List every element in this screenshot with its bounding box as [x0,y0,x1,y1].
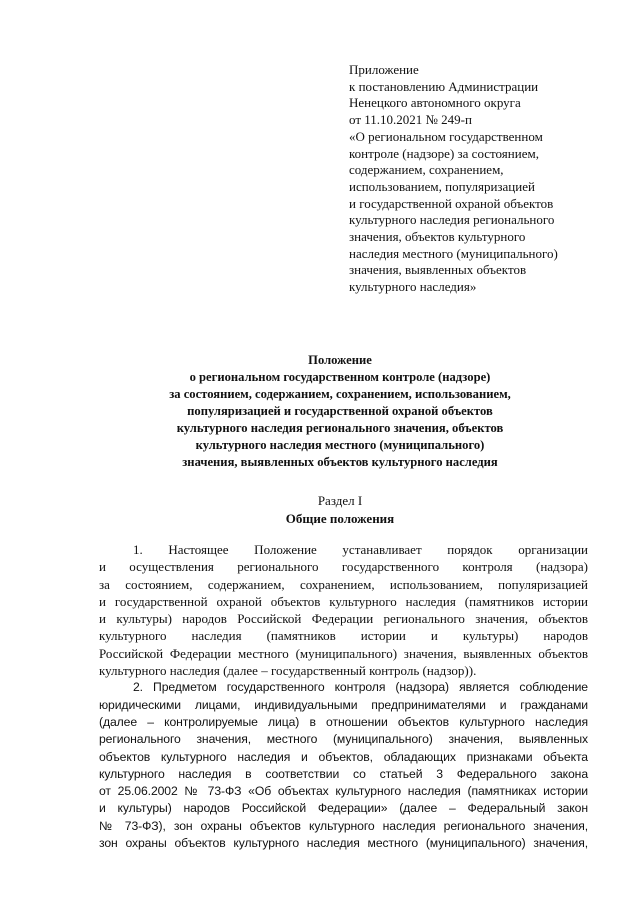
appendix-line: контроле (надзоре) за состоянием, [349,145,539,161]
appendix-line: использованием, популяризацией [349,178,535,194]
paragraph-line: объектов культурного наследия и объектов, обладающих признаками объекта [99,749,588,764]
paragraph-line: 2. Предметом государственного контроля (надзора) является соблюдение [133,680,588,695]
paragraph-line: культурного наследия в соответствии со статьей 3 Федерального закона [99,766,588,781]
appendix-line: Ненецкого автономного округа [349,95,521,111]
document-body [99,541,588,852]
appendix-line: культурного наследия» [349,279,477,295]
paragraph-line: и культуры) народов Российской Федерации регионального значения, объектов [99,611,588,627]
appendix-line: и государственной охраной объектов [349,195,554,211]
title-line: за состоянием, содержанием, сохранением, использованием, [169,387,511,401]
appendix-line: значения, выявленных объектов [349,262,527,278]
appendix-line: Приложение [349,62,419,77]
paragraph-line: регионального значения, местного (муниципального) значения, выявленных [99,732,588,747]
title-line: культурного наследия местного (муниципального) [195,438,485,452]
paragraph-line: и государственной охраной объектов культурного наследия (памятников истории [99,593,588,609]
paragraph-line: юридическими лицами, индивидуальными предпринимателями и гражданами [99,697,588,712]
appendix-line: культурного наследия регионального [349,212,555,228]
document-title [80,352,600,471]
paragraph-1 [99,541,588,679]
appendix-line: к постановлению Администрации [349,78,539,94]
appendix-line: «О региональном государственном [349,128,543,144]
paragraph-line: и осуществления регионального государственного контроля (надзора) [99,559,588,575]
appendix-header [349,62,609,296]
appendix-line: наследия местного (муниципального) [349,245,558,261]
paragraph-line: от 25.06.2002 № 73-ФЗ «Об объектах культурного наследия (памятниках истории [99,784,588,799]
paragraph-line: и культуры) народов Российской Федерации» (далее – Федеральный закон [99,801,588,816]
title-line: Положение [308,353,372,367]
title-line: культурного наследия регионального значения, объектов [176,421,504,435]
section-number: Раздел I [317,493,363,508]
paragraph-line: (далее – контролируемые лица) в отношении объектов культурного наследия [99,714,588,729]
paragraph-line: № 73-ФЗ), зон охраны объектов культурного наследия регионального значения, [99,818,588,833]
paragraph-line: культурного наследия (памятников истории и культуры) народов [99,628,588,644]
title-line: о региональном государственном контроле (надзоре) [189,370,491,384]
paragraph-line: культурного наследия (далее – государственный контроль (надзор)). [99,663,477,679]
title-line: популяризацией и государственной охраной объектов [187,404,493,418]
section-header [80,492,600,527]
paragraph-line: 1. Настоящее Положение устанавливает порядок организации [133,542,588,557]
paragraph-line: зон охраны объектов культурного наследия местного (муниципального) значения, [99,836,588,851]
appendix-line: от 11.10.2021 № 249-п [349,112,472,128]
paragraph-line: за состоянием, содержанием, сохранением, использованием, популяризацией [99,576,588,592]
paragraph-2 [99,679,588,852]
section-heading: Общие положения [285,510,395,526]
appendix-line: значения, объектов культурного [349,229,526,245]
title-line: значения, выявленных объектов культурного наследия [182,455,498,469]
paragraph-line: Российской Федерации местного (муниципального) значения, выявленных объектов [99,645,588,661]
appendix-line: содержанием, сохранением, [349,162,504,178]
